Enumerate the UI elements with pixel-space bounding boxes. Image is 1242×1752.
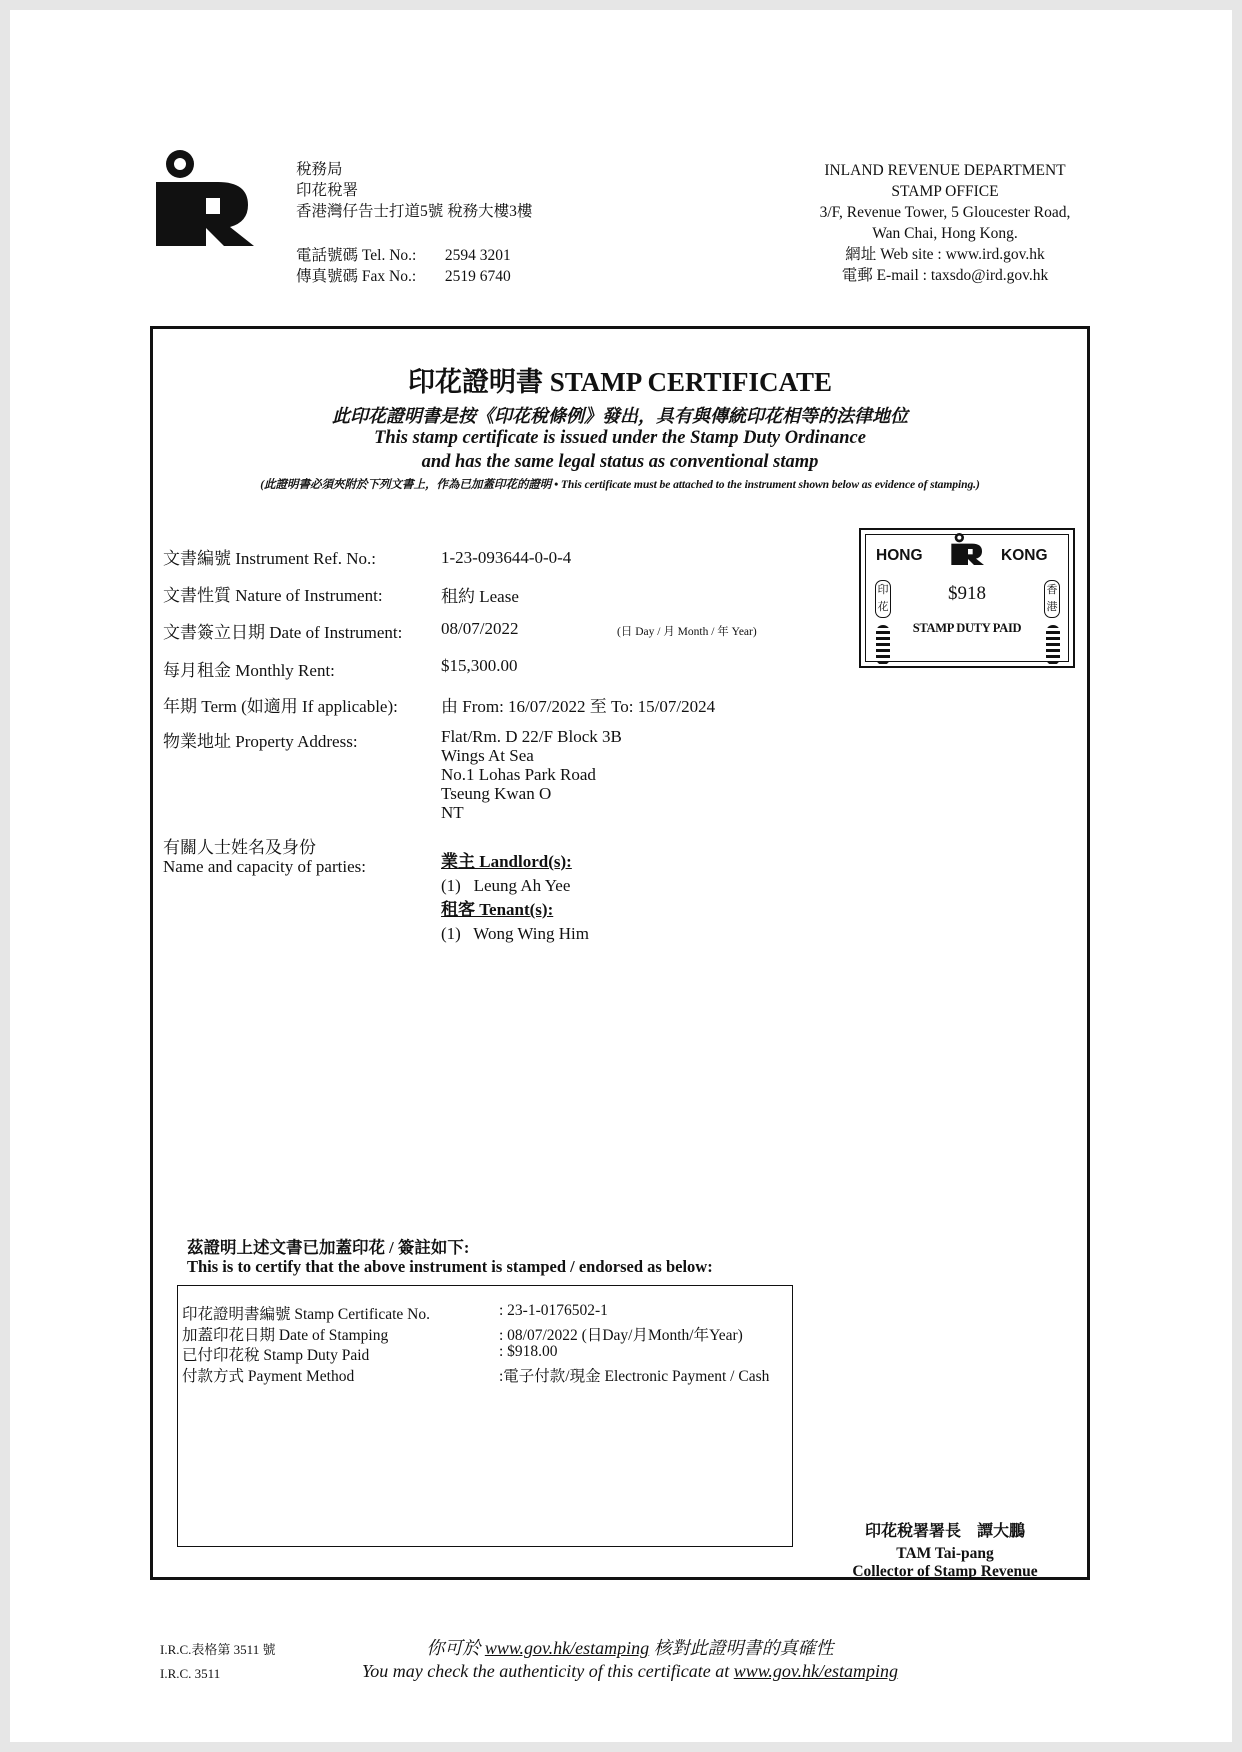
address-line-2: Wan Chai, Hong Kong. [872,224,1018,242]
stamp-ird-logo-icon [951,533,985,565]
date-value: 08/07/2022 [441,619,519,638]
landlord-entry: (1) Leung Ah Yee [441,876,571,895]
collector-title-en: Collector of Stamp Revenue [852,1563,1038,1580]
seal-right-icon: 香港 [1044,580,1060,618]
landlord-heading: 業主 Landlord(s): [441,852,572,871]
verify-note-en [300,1661,960,1682]
endorsement-value: : $918.00 [499,1343,558,1360]
nature-label: 文書性質 Nature of Instrument: [163,586,383,605]
certificate-title: 印花證明書 STAMP CERTIFICATE [407,367,833,397]
address-line: Wings At Sea [441,746,534,765]
date-label: 文書簽立日期 Date of Instrument: [163,623,403,642]
endorsement-label: 印花證明書編號 Stamp Certificate No. [182,1306,430,1323]
coil-left-icon [876,625,890,665]
office-name-zh: 印花稅署 [296,181,359,199]
address-line-1: 3/F, Revenue Tower, 5 Gloucester Road, [819,203,1071,221]
fax-value: 2519 6740 [444,267,511,285]
ird-logo [156,150,256,246]
subtitle-zh: 此印花證明書是按《印花稅條例》發出，具有與傳統印花相等的法律地位 [332,406,908,426]
certify-statement-en: This is to certify that the above instrument is stamped / endorsed as below: [187,1257,713,1276]
estamping-link[interactable]: www.gov.hk/estamping [733,1661,899,1681]
term-label: 年期 Term (如適用 If applicable): [163,697,398,716]
stamp-amount: $918 [948,583,986,604]
attachment-note: (此證明書必須夾附於下列文書上，作為已加蓋印花的證明 • This certificate must be attached to the instrument shown below as evidence of stamping.) [260,478,980,491]
subtitle-en-2: and has the same legal status as conventional stamp [421,452,819,472]
email-value: taxsdo@ird.gov.hk [930,266,1049,284]
endorsement-value: : 23-1-0176502-1 [499,1302,608,1319]
parties-list [441,850,589,946]
parties-label-en: Name and capacity of parties: [163,857,366,876]
date-format-hint: (日 Day / 月 Month / 年 Year) [617,626,757,638]
endorsement-label: 已付印花稅 Stamp Duty Paid [182,1347,370,1364]
stamp-paid-text: STAMP DUTY PAID [912,621,1022,635]
endorsement-value: :電子付款/現金 Electronic Payment / Cash [499,1368,770,1385]
web-value: www.ird.gov.hk [945,245,1045,263]
office-address-zh [296,160,532,223]
tel-value: 2594 3201 [444,247,511,264]
address-line: Tseung Kwan O [441,784,552,803]
email-label: 電郵 E-mail : [841,266,927,284]
tenant-heading: 租客 Tenant(s): [441,900,554,919]
ref-label: 文書編號 Instrument Ref. No.: [163,549,376,568]
endorsement-box [177,1285,793,1547]
form-number-zh: I.R.C.表格第 3511 號 [160,1642,276,1657]
verify-text-en: You may check the authenticity of this certificate at [361,1661,730,1681]
estamping-link[interactable]: www.gov.hk/estamping [484,1638,650,1658]
rent-label: 每月租金 Monthly Rent: [163,661,335,680]
term-value: 由 From: 16/07/2022 至 To: 15/07/2024 [441,697,716,716]
address-line: NT [441,803,464,822]
tenant-entry: (1) Wong Wing Him [441,924,589,943]
address-zh: 香港灣仔告士打道5號 稅務大樓3樓 [296,202,533,220]
stamp-duty-paid-stamp [859,528,1075,668]
parties-label [163,838,366,876]
endorsement-label: 付款方式 Payment Method [182,1368,355,1385]
parties-label-zh: 有關人士姓名及身份 [163,838,316,857]
collector-title-zh: 印花稅署署長 譚大鵬 [864,1523,1025,1540]
coil-right-icon [1046,625,1060,665]
nature-value: 租約 Lease [441,587,519,606]
rent-value: $15,300.00 [441,656,518,675]
office-name-en: STAMP OFFICE [891,182,999,200]
address-label: 物業地址 Property Address: [163,732,358,751]
verify-text-zh-post: 核對此證明書的真確性 [653,1638,834,1658]
stamp-kong: KONG [1001,547,1048,564]
office-address-en [790,161,1100,287]
form-number-en: I.R.C. 3511 [160,1666,221,1681]
seal-left-icon: 印花 [875,580,891,618]
form-number [160,1638,275,1686]
subtitle-en-1: This stamp certificate is issued under the Stamp Duty Ordinance [374,428,866,448]
fax-label: 傳真號碼 Fax No.: [296,267,417,285]
address-line: Flat/Rm. D 22/F Block 3B [441,727,622,746]
endorsement-value: : 08/07/2022 (日Day/月Month/年Year) [499,1327,743,1344]
collector-name: TAM Tai-pang [896,1545,994,1562]
verify-text-zh-pre: 你可於 [426,1638,481,1658]
dept-name-zh: 稅務局 [296,161,343,178]
property-address [441,727,622,822]
verify-note-zh [300,1634,960,1660]
endorsement-label: 加蓋印花日期 Date of Stamping [182,1327,389,1344]
ref-value: 1-23-093644-0-0-4 [441,548,572,567]
stamp-hong: HONG [876,547,923,564]
contact-numbers [296,246,511,288]
address-line: No.1 Lohas Park Road [441,765,596,784]
certify-statement-zh: 茲證明上述文書已加蓋印花 / 簽註如下: [187,1238,470,1257]
dept-name-en: INLAND REVENUE DEPARTMENT [824,162,1066,179]
tel-label: 電話號碼 Tel. No.: [296,247,417,264]
web-label: 網址 Web site : [845,245,942,263]
